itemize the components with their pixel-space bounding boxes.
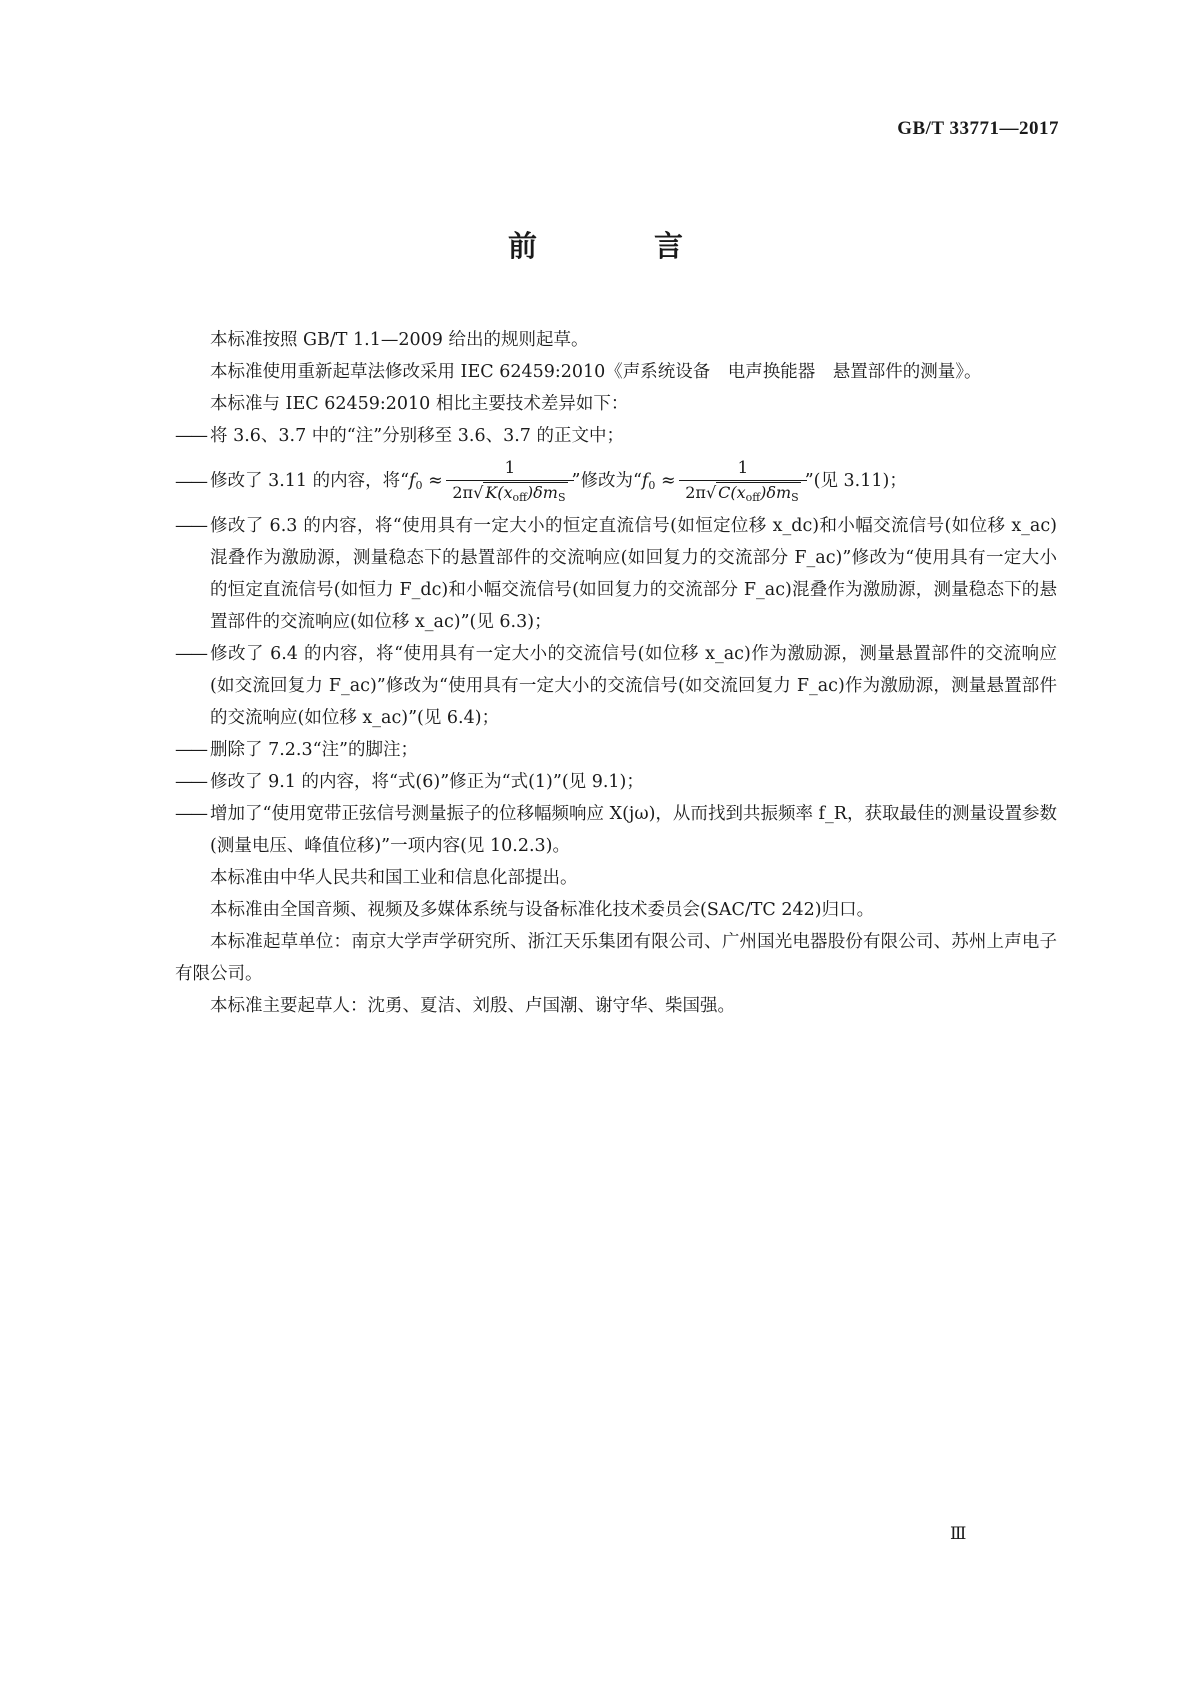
list-item-difference-4 <box>175 638 1057 734</box>
difference-mid: ”修改为“ <box>571 471 642 491</box>
list-dash: —— <box>175 426 206 446</box>
formula-new: $f_0$ ≈ $\frac{1}{2\pi√ C(x_{off})\delta m_S}$ <box>642 458 805 505</box>
list-item-difference-5 <box>175 734 1057 766</box>
list-dash: —— <box>175 644 206 664</box>
list-dash: —— <box>175 740 206 760</box>
list-item-difference-1 <box>175 420 1057 452</box>
paragraph-committee: 本标准由全国音频、视频及多媒体系统与设备标准化技术委员会(SAC/TC 242)归口。 <box>210 900 875 920</box>
foreword-body <box>175 324 1057 1022</box>
paragraph-drafting-rules: 本标准按照 GB/T 1.1—2009 给出的规则起草。 <box>210 330 589 350</box>
list-dash: —— <box>175 772 206 792</box>
list-dash: —— <box>175 804 206 824</box>
list-item-difference-6 <box>175 766 1057 798</box>
paragraph-proposer: 本标准由中华人民共和国工业和信息化部提出。 <box>210 868 578 888</box>
paragraph-drafters: 本标准主要起草人：沈勇、夏洁、刘殷、卢国潮、谢守华、柴国强。 <box>210 996 735 1016</box>
paragraph-adoption: 本标准使用重新起草法修改采用 IEC 62459:2010《声系统设备 电声换能器 悬置部件的测量》。 <box>210 362 982 382</box>
formula-old: $f_0$ ≈ $\frac{1}{2\pi√ K(x_{off})\delta m_S}$ <box>409 458 571 505</box>
difference-text: 修改了 9.1 的内容，将“式(6)”修正为“式(1)”(见 9.1)； <box>210 772 644 792</box>
list-dash: —— <box>175 472 206 492</box>
paragraph-drafting-units: 本标准起草单位：南京大学声学研究所、浙江天乐集团有限公司、广州国光电器股份有限公司、苏州上声电子有限公司。 <box>175 932 1057 984</box>
difference-prefix: 修改了 3.11 的内容，将“ <box>210 471 410 491</box>
list-item-difference-2 <box>175 452 1057 510</box>
paragraph-differences-intro: 本标准与 IEC 62459:2010 相比主要技术差异如下： <box>210 394 629 414</box>
difference-text: 修改了 6.3 的内容，将“使用具有一定大小的恒定直流信号(如恒定位移 x_dc)和小幅交流信号(如位移 x_ac)混叠作为激励源，测量稳态下的悬置部件的交流响应(如回复力的交流部分 F_ac)”修改为“使用具有一定大小的恒定直流信号(如恒力 F_dc)和小幅交流信号(如回复力的交流部分 F_ac)混叠作为激励源，测量稳态下的悬置部件的交流响应(如位移 x_ac)”(见 6.3)； <box>210 516 1057 632</box>
standard-number: GB/T 33771—2017 <box>897 118 1059 139</box>
list-dash: —— <box>175 516 206 536</box>
page-title: 前 言 <box>507 229 727 263</box>
difference-text: 修改了 6.4 的内容，将“使用具有一定大小的交流信号(如位移 x_ac)作为激励源，测量悬置部件的交流响应(如交流回复力 F_ac)”修改为“使用具有一定大小的交流信号(如交流回复力 F_ac)作为激励源，测量悬置部件的交流响应(如位移 x_ac)”(见 6.4)； <box>210 644 1057 728</box>
difference-text: 增加了“使用宽带正弦信号测量振子的位移幅频响应 X(jω)，从而找到共振频率 f_R，获取最佳的测量设置参数(测量电压、峰值位移)”一项内容(见 10.2.3)。 <box>210 804 1057 856</box>
difference-text: 将 3.6、3.7 中的“注”分别移至 3.6、3.7 的正文中； <box>210 426 624 446</box>
list-item-difference-3 <box>175 510 1057 638</box>
formula-fraction: $\frac{1}{2\pi√ K(x_{off})\delta m_S}$ <box>452 458 567 505</box>
page-number: Ⅲ <box>950 1524 967 1543</box>
formula-fraction: $\frac{1}{2\pi√ C(x_{off})\delta m_S}$ <box>685 458 800 505</box>
list-item-difference-7 <box>175 798 1057 862</box>
difference-suffix: ”(见 3.11)； <box>804 471 907 491</box>
difference-text: 删除了 7.2.3“注”的脚注； <box>210 740 418 760</box>
